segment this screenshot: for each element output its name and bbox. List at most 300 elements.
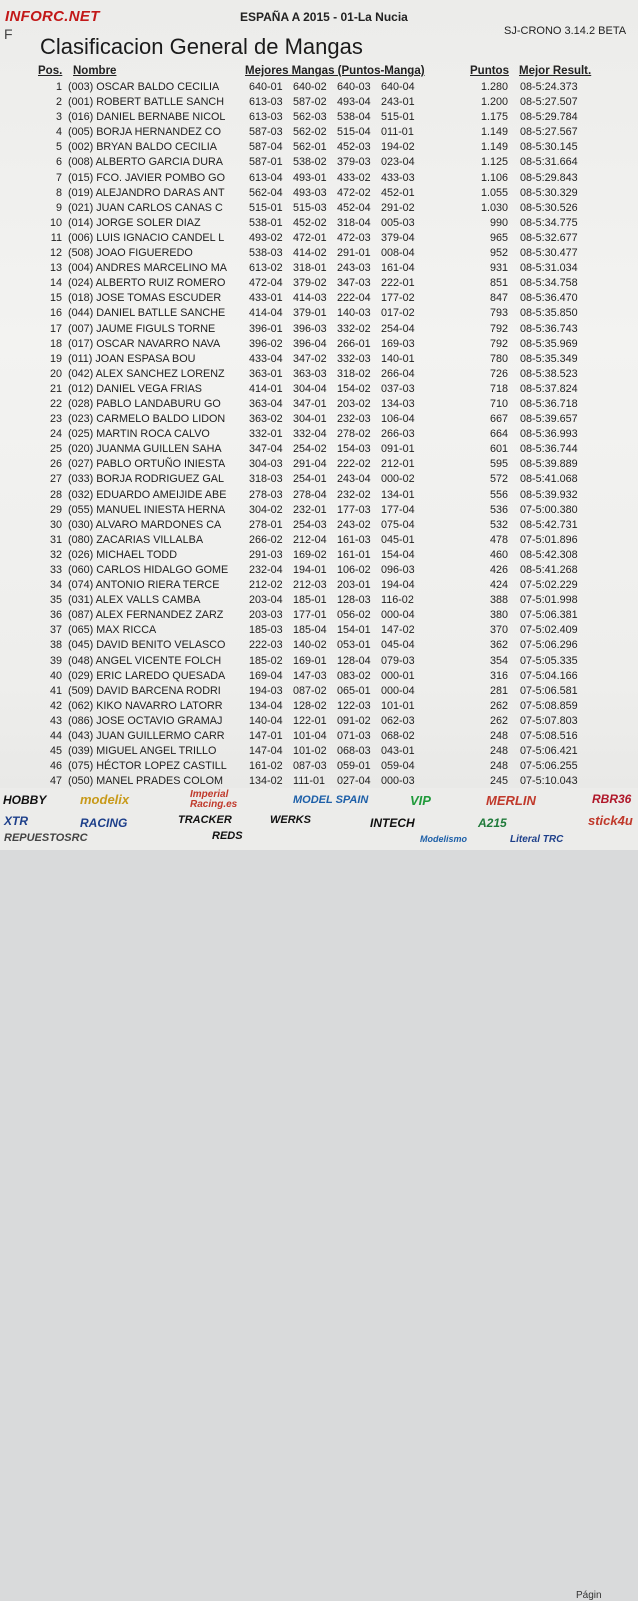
heat-result-cell: 347-03 bbox=[337, 277, 371, 290]
points-cell: 380 bbox=[489, 609, 508, 622]
best-result-cell: 07-5:04.166 bbox=[520, 669, 578, 682]
heat-result-cell: 318-02 bbox=[337, 367, 371, 380]
table-row bbox=[0, 80, 638, 95]
heat-result-cell: 122-01 bbox=[293, 714, 327, 727]
heat-result-cell: 011-01 bbox=[381, 126, 414, 139]
points-cell: 248 bbox=[489, 730, 508, 743]
heat-result-cell: 304-01 bbox=[293, 413, 327, 426]
heat-result-cell: 212-04 bbox=[293, 533, 327, 546]
best-result-cell: 07-5:01.998 bbox=[520, 594, 578, 607]
driver-name-cell: (039) MIGUEL ANGEL TRILLO bbox=[68, 745, 217, 758]
heat-result-cell: 332-04 bbox=[293, 428, 327, 441]
table-row bbox=[0, 352, 638, 367]
table-row bbox=[0, 337, 638, 352]
driver-name-cell: (004) ANDRES MARCELINO MA bbox=[68, 262, 227, 275]
heat-result-cell: 065-01 bbox=[337, 684, 371, 697]
heat-result-cell: 318-04 bbox=[337, 216, 371, 229]
heat-result-cell: 000-02 bbox=[381, 473, 415, 486]
heat-result-cell: 106-02 bbox=[337, 564, 371, 576]
heat-result-cell: 254-01 bbox=[293, 473, 327, 486]
heat-result-cell: 194-02 bbox=[381, 141, 415, 154]
driver-name-cell: (028) PABLO LANDABURU GO bbox=[68, 397, 221, 410]
heat-result-cell: 266-01 bbox=[337, 337, 371, 350]
heat-result-cell: 134-03 bbox=[381, 397, 415, 410]
best-result-cell: 08-5:36.470 bbox=[520, 292, 578, 305]
driver-name-cell: (006) LUIS IGNACIO CANDEL L bbox=[68, 231, 225, 244]
driver-name-cell: (003) OSCAR BALDO CECILIA bbox=[68, 81, 220, 93]
results-table bbox=[0, 80, 638, 789]
rank-cell: 7 bbox=[55, 171, 62, 184]
table-row bbox=[0, 171, 638, 186]
race-title: ESPAÑA A 2015 - 01-La Nucia bbox=[240, 10, 408, 24]
rank-cell: 31 bbox=[49, 533, 62, 546]
heat-result-cell: 266-03 bbox=[381, 428, 415, 441]
table-row bbox=[0, 563, 638, 578]
table-row bbox=[0, 110, 638, 125]
heat-result-cell: 203-02 bbox=[337, 397, 371, 410]
points-cell: 851 bbox=[489, 277, 508, 290]
heat-result-cell: 452-03 bbox=[337, 141, 371, 154]
best-result-cell: 08-5:41.068 bbox=[520, 473, 578, 486]
driver-name-cell: (023) CARMELO BALDO LIDON bbox=[68, 413, 226, 426]
rank-cell: 40 bbox=[49, 669, 62, 682]
points-cell: 1.149 bbox=[480, 141, 508, 154]
table-row bbox=[0, 503, 638, 518]
driver-name-cell: (027) PABLO ORTUÑO INIESTA bbox=[68, 458, 226, 471]
points-cell: 536 bbox=[489, 503, 508, 516]
software-version: SJ-CRONO 3.14.2 BETA bbox=[504, 25, 627, 37]
driver-name-cell: (011) JOAN ESPASA BOU bbox=[68, 352, 196, 365]
heat-result-cell: 106-04 bbox=[381, 413, 415, 426]
heat-result-cell: 278-02 bbox=[337, 428, 371, 441]
driver-name-cell: (030) ALVARO MARDONES CA bbox=[68, 518, 222, 531]
heat-result-cell: 000-04 bbox=[381, 684, 415, 697]
best-result-cell: 08-5:32.677 bbox=[520, 231, 578, 244]
heat-result-cell: 332-01 bbox=[249, 428, 283, 441]
best-result-cell: 08-5:39.657 bbox=[520, 413, 578, 426]
heat-result-cell: 154-01 bbox=[337, 624, 371, 637]
heat-result-cell: 185-01 bbox=[293, 594, 327, 607]
points-cell: 847 bbox=[489, 292, 508, 305]
heat-result-cell: 232-04 bbox=[249, 564, 283, 576]
col-header-mangas: Mejores Mangas (Puntos-Manga) bbox=[245, 65, 425, 77]
driver-name-cell: (018) JOSE TOMAS ESCUDER bbox=[68, 292, 222, 305]
sponsor-logo: stick4u bbox=[588, 813, 633, 828]
best-result-cell: 08-5:39.932 bbox=[520, 488, 578, 501]
heat-result-cell: 161-04 bbox=[381, 262, 415, 275]
best-result-cell: 08-5:27.567 bbox=[520, 126, 578, 139]
heat-result-cell: 027-04 bbox=[337, 775, 371, 788]
driver-name-cell: (015) FCO. JAVIER POMBO GO bbox=[68, 171, 225, 184]
table-row bbox=[0, 231, 638, 246]
sponsor-logo: REPUESTOSRC bbox=[4, 832, 88, 844]
heat-result-cell: 134-02 bbox=[249, 775, 283, 788]
heat-result-cell: 515-01 bbox=[381, 111, 415, 124]
points-cell: 316 bbox=[489, 669, 508, 682]
heat-result-cell: 493-01 bbox=[293, 171, 327, 184]
driver-name-cell: (042) ALEX SANCHEZ LORENZ bbox=[68, 367, 225, 380]
brand-sub: F bbox=[4, 26, 13, 42]
heat-result-cell: 433-01 bbox=[249, 292, 283, 305]
rank-cell: 28 bbox=[49, 488, 62, 501]
heat-result-cell: 177-03 bbox=[337, 503, 371, 516]
heat-result-cell: 169-02 bbox=[293, 548, 327, 561]
heat-result-cell: 079-03 bbox=[381, 654, 415, 667]
heat-result-cell: 493-02 bbox=[249, 231, 283, 244]
heat-result-cell: 304-03 bbox=[249, 458, 283, 471]
points-cell: 710 bbox=[489, 397, 508, 410]
best-result-cell: 08-5:35.969 bbox=[520, 337, 578, 350]
points-cell: 1.149 bbox=[480, 126, 508, 139]
points-cell: 370 bbox=[489, 624, 508, 637]
driver-name-cell: (016) DANIEL BERNABE NICOL bbox=[68, 111, 226, 124]
driver-name-cell: (062) KIKO NAVARRO LATORR bbox=[68, 699, 223, 712]
page-number: Págin bbox=[576, 1590, 602, 1601]
heat-result-cell: 304-02 bbox=[249, 503, 283, 516]
table-row bbox=[0, 427, 638, 442]
driver-name-cell: (086) JOSE OCTAVIO GRAMAJ bbox=[68, 714, 223, 727]
heat-result-cell: 332-02 bbox=[337, 322, 371, 335]
rank-cell: 42 bbox=[49, 699, 62, 712]
table-row bbox=[0, 412, 638, 427]
driver-name-cell: (509) DAVID BARCENA RODRI bbox=[68, 684, 221, 697]
rank-cell: 6 bbox=[55, 156, 62, 169]
rank-cell: 20 bbox=[49, 367, 62, 380]
heat-result-cell: 396-03 bbox=[293, 322, 327, 335]
heat-result-cell: 147-04 bbox=[249, 745, 283, 758]
best-result-cell: 07-5:06.381 bbox=[520, 609, 578, 622]
rank-cell: 24 bbox=[49, 428, 62, 441]
table-row bbox=[0, 95, 638, 110]
heat-result-cell: 396-04 bbox=[293, 337, 327, 350]
heat-result-cell: 304-04 bbox=[293, 382, 327, 395]
rank-cell: 12 bbox=[49, 247, 62, 260]
heat-result-cell: 177-02 bbox=[381, 292, 415, 305]
points-cell: 1.175 bbox=[480, 111, 508, 124]
heat-result-cell: 154-02 bbox=[337, 382, 371, 395]
heat-result-cell: 169-04 bbox=[249, 669, 283, 682]
points-cell: 726 bbox=[489, 367, 508, 380]
heat-result-cell: 017-02 bbox=[381, 307, 415, 320]
rank-cell: 34 bbox=[49, 579, 62, 592]
heat-result-cell: 613-03 bbox=[249, 111, 283, 124]
heat-result-cell: 087-03 bbox=[293, 760, 327, 773]
driver-name-cell: (060) CARLOS HIDALGO GOME bbox=[68, 564, 229, 576]
heat-result-cell: 134-04 bbox=[249, 699, 283, 712]
table-row bbox=[0, 457, 638, 472]
heat-result-cell: 059-04 bbox=[381, 760, 415, 773]
heat-result-cell: 452-04 bbox=[337, 201, 371, 214]
rank-cell: 18 bbox=[49, 337, 62, 350]
best-result-cell: 07-5:06.581 bbox=[520, 684, 578, 697]
heat-result-cell: 278-01 bbox=[249, 518, 283, 531]
driver-name-cell: (002) BRYAN BALDO CECILIA bbox=[68, 141, 218, 154]
driver-name-cell: (001) ROBERT BATLLE SANCH bbox=[68, 96, 225, 109]
best-result-cell: 07-5:08.516 bbox=[520, 730, 578, 743]
heat-result-cell: 254-02 bbox=[293, 443, 327, 456]
driver-name-cell: (019) ALEJANDRO DARAS ANT bbox=[68, 186, 225, 199]
table-row bbox=[0, 578, 638, 593]
rank-cell: 17 bbox=[49, 322, 62, 335]
heat-result-cell: 068-03 bbox=[337, 745, 371, 758]
best-result-cell: 08-5:31.664 bbox=[520, 156, 578, 169]
best-result-cell: 08-5:34.775 bbox=[520, 216, 578, 229]
heat-result-cell: 243-02 bbox=[337, 518, 371, 531]
driver-name-cell: (065) MAX RICCA bbox=[68, 624, 157, 637]
points-cell: 262 bbox=[489, 714, 508, 727]
table-row bbox=[0, 744, 638, 759]
driver-name-cell: (074) ANTONIO RIERA TERCE bbox=[68, 579, 220, 592]
heat-result-cell: 091-01 bbox=[381, 443, 415, 456]
best-result-cell: 07-5:00.380 bbox=[520, 503, 578, 516]
table-row bbox=[0, 261, 638, 276]
table-row bbox=[0, 488, 638, 503]
best-result-cell: 08-5:37.824 bbox=[520, 382, 578, 395]
driver-name-cell: (045) DAVID BENITO VELASCO bbox=[68, 639, 226, 652]
heat-result-cell: 347-01 bbox=[293, 397, 327, 410]
table-row bbox=[0, 699, 638, 714]
sponsor-logo: INTECH bbox=[370, 816, 415, 830]
table-row bbox=[0, 442, 638, 457]
heat-result-cell: 472-04 bbox=[249, 277, 283, 290]
heat-result-cell: 587-02 bbox=[293, 96, 327, 109]
points-cell: 792 bbox=[489, 322, 508, 335]
points-cell: 595 bbox=[489, 458, 508, 471]
page-title: Clasificacion General de Mangas bbox=[40, 34, 363, 59]
best-result-cell: 08-5:39.889 bbox=[520, 458, 578, 471]
best-result-cell: 07-5:06.296 bbox=[520, 639, 578, 652]
heat-result-cell: 140-04 bbox=[249, 714, 283, 727]
heat-result-cell: 379-03 bbox=[337, 156, 371, 169]
heat-result-cell: 140-03 bbox=[337, 307, 371, 320]
driver-name-cell: (080) ZACARIAS VILLALBA bbox=[68, 533, 204, 546]
best-result-cell: 08-5:41.268 bbox=[520, 564, 578, 576]
heat-result-cell: 613-02 bbox=[249, 262, 283, 275]
heat-result-cell: 278-04 bbox=[293, 488, 327, 501]
rank-cell: 21 bbox=[49, 382, 62, 395]
rank-cell: 15 bbox=[49, 292, 62, 305]
table-row bbox=[0, 759, 638, 774]
heat-result-cell: 154-04 bbox=[381, 548, 415, 561]
heat-result-cell: 140-02 bbox=[293, 639, 327, 652]
heat-result-cell: 161-01 bbox=[337, 548, 371, 561]
sponsor-logo: HOBBY bbox=[3, 793, 47, 807]
heat-result-cell: 347-02 bbox=[293, 352, 327, 365]
best-result-cell: 08-5:31.034 bbox=[520, 262, 578, 275]
heat-result-cell: 318-03 bbox=[249, 473, 283, 486]
driver-name-cell: (024) ALBERTO RUIZ ROMERO bbox=[68, 277, 226, 290]
heat-result-cell: 291-02 bbox=[381, 201, 415, 214]
points-cell: 667 bbox=[489, 413, 508, 426]
table-row bbox=[0, 684, 638, 699]
points-cell: 1.125 bbox=[480, 156, 508, 169]
driver-name-cell: (044) DANIEL BATLLE SANCHE bbox=[68, 307, 226, 320]
driver-name-cell: (014) JORGE SOLER DIAZ bbox=[68, 216, 201, 229]
heat-result-cell: 254-04 bbox=[381, 322, 415, 335]
rank-cell: 25 bbox=[49, 443, 62, 456]
table-row bbox=[0, 125, 638, 140]
heat-result-cell: 243-01 bbox=[381, 96, 415, 109]
heat-result-cell: 169-01 bbox=[293, 654, 327, 667]
heat-result-cell: 045-04 bbox=[381, 639, 415, 652]
table-row bbox=[0, 306, 638, 321]
rank-cell: 37 bbox=[49, 624, 62, 637]
heat-result-cell: 266-04 bbox=[381, 367, 415, 380]
table-row bbox=[0, 186, 638, 201]
best-result-cell: 08-5:30.477 bbox=[520, 247, 578, 260]
heat-result-cell: 222-01 bbox=[381, 277, 415, 290]
heat-result-cell: 291-04 bbox=[293, 458, 327, 471]
sponsor-logo: A215 bbox=[478, 816, 507, 830]
points-cell: 262 bbox=[489, 699, 508, 712]
rank-cell: 32 bbox=[49, 548, 62, 561]
rank-cell: 5 bbox=[55, 141, 62, 154]
best-result-cell: 07-5:05.335 bbox=[520, 654, 578, 667]
heat-result-cell: 562-03 bbox=[293, 111, 327, 124]
sponsor-bar bbox=[0, 788, 638, 1601]
heat-result-cell: 185-02 bbox=[249, 654, 283, 667]
sponsor-logo: XTR bbox=[4, 814, 28, 828]
driver-name-cell: (508) JOAO FIGUEREDO bbox=[68, 247, 193, 260]
heat-result-cell: 493-03 bbox=[293, 186, 327, 199]
points-cell: 248 bbox=[489, 745, 508, 758]
table-row bbox=[0, 322, 638, 337]
heat-result-cell: 232-01 bbox=[293, 503, 327, 516]
heat-result-cell: 212-01 bbox=[381, 458, 415, 471]
points-cell: 1.280 bbox=[480, 81, 508, 93]
heat-result-cell: 396-01 bbox=[249, 322, 283, 335]
driver-name-cell: (031) ALEX VALLS CAMBA bbox=[68, 594, 201, 607]
heat-result-cell: 472-02 bbox=[337, 186, 371, 199]
table-row bbox=[0, 548, 638, 563]
heat-result-cell: 185-04 bbox=[293, 624, 327, 637]
points-cell: 245 bbox=[489, 775, 508, 788]
rank-cell: 30 bbox=[49, 518, 62, 531]
heat-result-cell: 101-02 bbox=[293, 745, 327, 758]
heat-result-cell: 185-03 bbox=[249, 624, 283, 637]
heat-result-cell: 640-03 bbox=[337, 81, 371, 93]
heat-result-cell: 045-01 bbox=[381, 533, 415, 546]
heat-result-cell: 101-01 bbox=[381, 699, 415, 712]
heat-result-cell: 472-03 bbox=[337, 231, 371, 244]
points-cell: 990 bbox=[489, 216, 508, 229]
driver-name-cell: (032) EDUARDO AMEIJIDE ABE bbox=[68, 488, 227, 501]
heat-result-cell: 005-03 bbox=[381, 216, 415, 229]
driver-name-cell: (017) OSCAR NAVARRO NAVA bbox=[68, 337, 221, 350]
heat-result-cell: 096-03 bbox=[381, 564, 415, 576]
col-header-puntos: Puntos bbox=[470, 65, 509, 77]
heat-result-cell: 068-02 bbox=[381, 730, 415, 743]
best-result-cell: 08-5:34.758 bbox=[520, 277, 578, 290]
heat-result-cell: 154-03 bbox=[337, 443, 371, 456]
heat-result-cell: 212-03 bbox=[293, 579, 327, 592]
rank-cell: 10 bbox=[49, 216, 62, 229]
points-cell: 1.200 bbox=[480, 96, 508, 109]
rank-cell: 46 bbox=[49, 760, 62, 773]
driver-name-cell: (033) BORJA RODRIGUEZ GAL bbox=[68, 473, 224, 486]
heat-result-cell: 613-03 bbox=[249, 96, 283, 109]
driver-name-cell: (026) MICHAEL TODD bbox=[68, 548, 177, 561]
rank-cell: 4 bbox=[55, 126, 62, 139]
best-result-cell: 08-5:30.329 bbox=[520, 186, 578, 199]
sponsor-logo: RBR36 bbox=[592, 792, 632, 806]
rank-cell: 9 bbox=[55, 201, 62, 214]
points-cell: 532 bbox=[489, 518, 508, 531]
best-result-cell: 08-5:36.744 bbox=[520, 443, 578, 456]
heat-result-cell: 147-01 bbox=[249, 730, 283, 743]
heat-result-cell: 515-04 bbox=[337, 126, 371, 139]
points-cell: 478 bbox=[489, 533, 508, 546]
heat-result-cell: 062-03 bbox=[381, 714, 415, 727]
table-row bbox=[0, 291, 638, 306]
heat-result-cell: 332-03 bbox=[337, 352, 371, 365]
driver-name-cell: (021) JUAN CARLOS CANAS C bbox=[68, 201, 223, 214]
heat-result-cell: 056-02 bbox=[337, 609, 371, 622]
heat-result-cell: 194-04 bbox=[381, 579, 415, 592]
heat-result-cell: 414-04 bbox=[249, 307, 283, 320]
heat-result-cell: 161-03 bbox=[337, 533, 371, 546]
heat-result-cell: 291-01 bbox=[337, 247, 371, 260]
points-cell: 362 bbox=[489, 639, 508, 652]
heat-result-cell: 222-02 bbox=[337, 458, 371, 471]
rank-cell: 23 bbox=[49, 413, 62, 426]
table-row bbox=[0, 638, 638, 653]
heat-result-cell: 538-03 bbox=[249, 247, 283, 260]
rank-cell: 39 bbox=[49, 654, 62, 667]
heat-result-cell: 023-04 bbox=[381, 156, 415, 169]
best-result-cell: 07-5:02.409 bbox=[520, 624, 578, 637]
table-row bbox=[0, 155, 638, 170]
heat-result-cell: 232-02 bbox=[337, 488, 371, 501]
points-cell: 601 bbox=[489, 443, 508, 456]
heat-result-cell: 000-04 bbox=[381, 609, 415, 622]
heat-result-cell: 515-01 bbox=[249, 201, 283, 214]
heat-result-cell: 087-02 bbox=[293, 684, 327, 697]
best-result-cell: 08-5:27.507 bbox=[520, 96, 578, 109]
points-cell: 780 bbox=[489, 352, 508, 365]
points-cell: 1.055 bbox=[480, 186, 508, 199]
col-header-pos: Pos. bbox=[38, 65, 63, 77]
heat-result-cell: 169-03 bbox=[381, 337, 415, 350]
heat-result-cell: 140-01 bbox=[381, 352, 415, 365]
table-row bbox=[0, 669, 638, 684]
sponsor-logo: MODEL SPAIN bbox=[293, 794, 369, 806]
table-row bbox=[0, 472, 638, 487]
rank-cell: 11 bbox=[50, 231, 62, 244]
rank-cell: 38 bbox=[49, 639, 62, 652]
heat-result-cell: 472-01 bbox=[293, 231, 327, 244]
table-row bbox=[0, 397, 638, 412]
best-result-cell: 07-5:06.421 bbox=[520, 745, 578, 758]
rank-cell: 47 bbox=[49, 775, 62, 788]
best-result-cell: 07-5:07.803 bbox=[520, 714, 578, 727]
heat-result-cell: 091-02 bbox=[337, 714, 371, 727]
heat-result-cell: 128-02 bbox=[293, 699, 327, 712]
driver-name-cell: (087) ALEX FERNANDEZ ZARZ bbox=[68, 609, 224, 622]
heat-result-cell: 147-03 bbox=[293, 669, 327, 682]
heat-result-cell: 318-01 bbox=[293, 262, 327, 275]
heat-result-cell: 363-01 bbox=[249, 367, 283, 380]
heat-result-cell: 562-04 bbox=[249, 186, 283, 199]
heat-result-cell: 000-01 bbox=[381, 669, 415, 682]
points-cell: 424 bbox=[489, 579, 508, 592]
heat-result-cell: 379-04 bbox=[381, 231, 415, 244]
heat-result-cell: 059-01 bbox=[337, 760, 371, 773]
heat-result-cell: 562-01 bbox=[293, 141, 327, 154]
driver-name-cell: (050) MANEL PRADES COLOM bbox=[68, 775, 223, 788]
col-header-mejor: Mejor Result. bbox=[519, 65, 592, 77]
best-result-cell: 07-5:01.896 bbox=[520, 533, 578, 546]
